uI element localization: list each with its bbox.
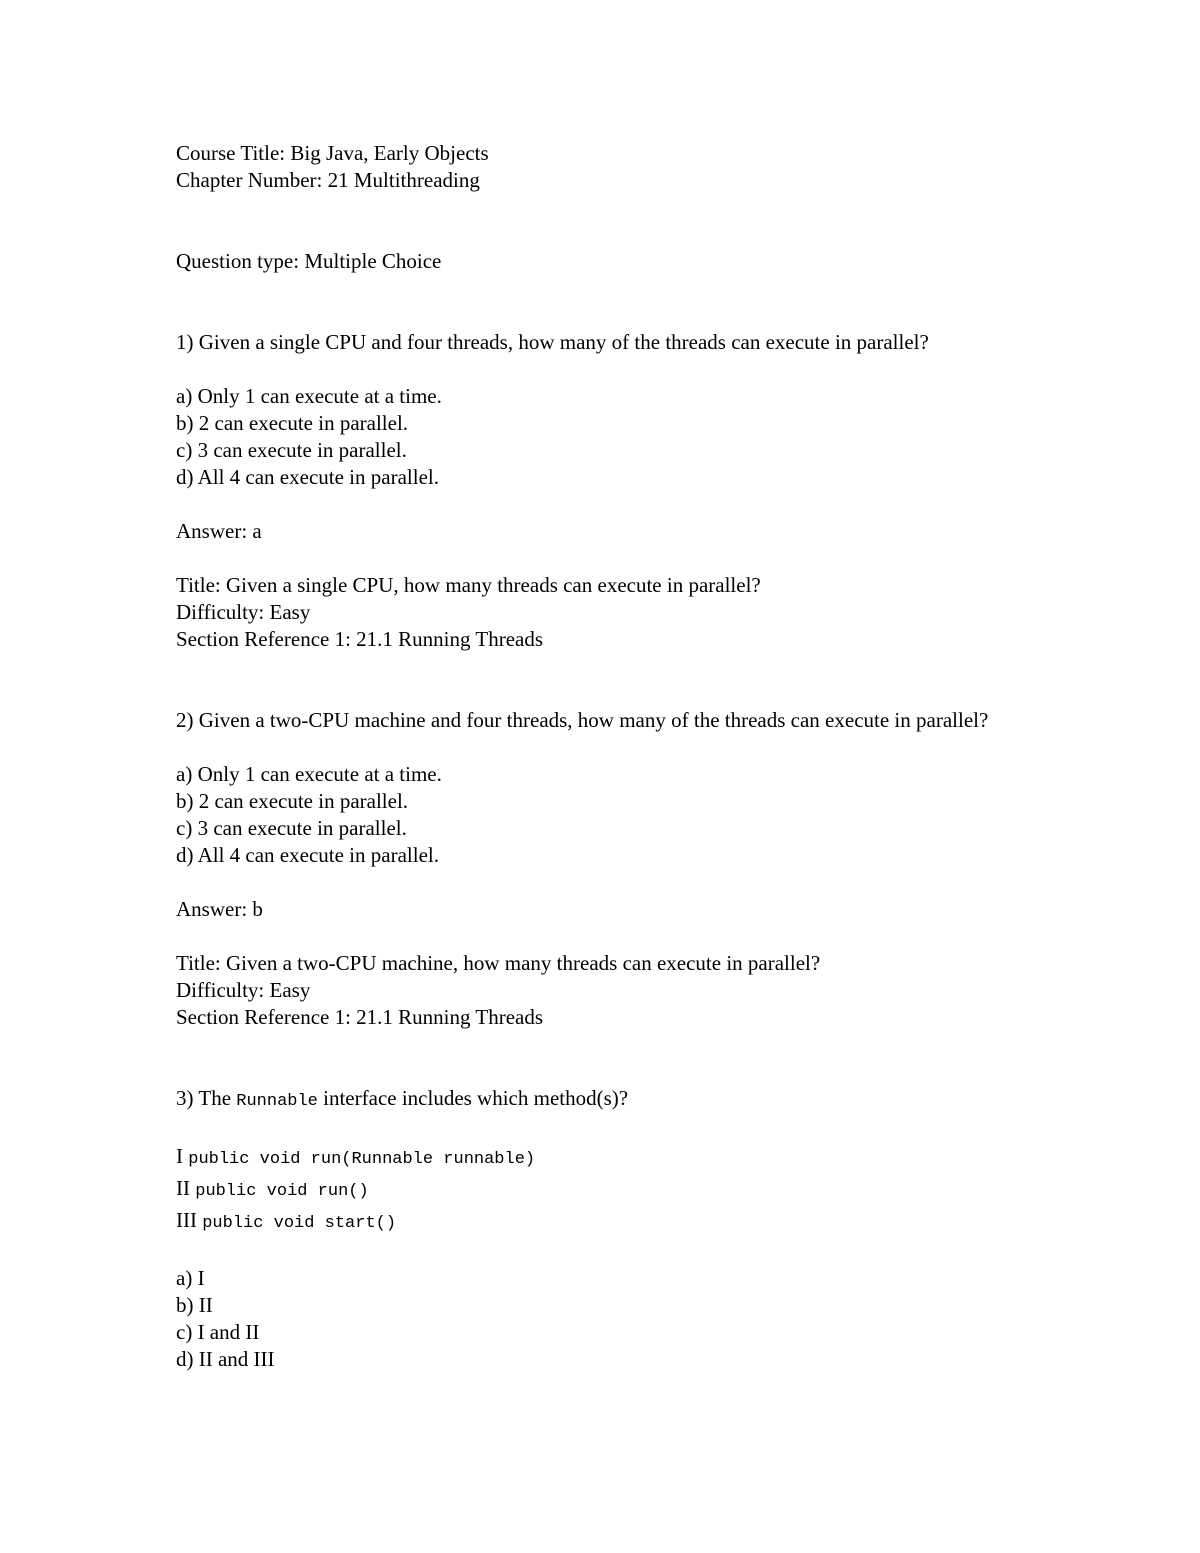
question-title: Title: Given a single CPU, how many threads can execute in parallel? — [176, 573, 761, 597]
question-2 — [176, 707, 1076, 1031]
option-b: b) 2 can execute in parallel. — [176, 789, 409, 813]
stem-prefix: 3) The — [176, 1086, 237, 1110]
question-1 — [176, 329, 1076, 653]
stem-code: Runnable — [236, 1092, 318, 1111]
section-reference: Section Reference 1: 21.1 Running Threads — [176, 1005, 544, 1029]
option-d: d) All 4 can execute in parallel. — [176, 843, 439, 867]
document-header — [176, 140, 1076, 275]
course-title: Course Title: Big Java, Early Objects — [176, 141, 489, 165]
question-type: Question type: Multiple Choice — [176, 249, 442, 273]
question-stem — [176, 1085, 1076, 1115]
answer: Answer: b — [176, 897, 263, 921]
difficulty: Difficulty: Easy — [176, 600, 311, 624]
option-d: d) II and III — [176, 1347, 275, 1371]
answer: Answer: a — [176, 519, 262, 543]
question-stem: 2) Given a two-CPU machine and four threads, how many of the threads can execute in parallel? — [176, 708, 989, 732]
roman-numeral: III — [176, 1208, 197, 1232]
option-a: a) Only 1 can execute at a time. — [176, 384, 442, 408]
method-signature: public void start() — [202, 1214, 397, 1233]
method-signature: public void run() — [195, 1182, 369, 1201]
document-page — [176, 140, 1076, 1373]
question-title: Title: Given a two-CPU machine, how many threads can execute in parallel? — [176, 951, 821, 975]
code-item-3 — [176, 1206, 1076, 1238]
option-b: b) II — [176, 1293, 213, 1317]
option-c: c) I and II — [176, 1320, 260, 1344]
roman-numeral: I — [176, 1144, 183, 1168]
method-signature: public void run(Runnable runnable) — [188, 1150, 536, 1169]
roman-numeral: II — [176, 1176, 190, 1200]
option-c: c) 3 can execute in parallel. — [176, 816, 407, 840]
option-c: c) 3 can execute in parallel. — [176, 438, 407, 462]
option-a: a) Only 1 can execute at a time. — [176, 762, 442, 786]
code-item-1 — [176, 1142, 1076, 1174]
option-d: d) All 4 can execute in parallel. — [176, 465, 439, 489]
question-stem: 1) Given a single CPU and four threads, how many of the threads can execute in parallel? — [176, 330, 929, 354]
option-b: b) 2 can execute in parallel. — [176, 411, 409, 435]
stem-suffix: interface includes which method(s)? — [317, 1086, 629, 1110]
option-a: a) I — [176, 1266, 205, 1290]
difficulty: Difficulty: Easy — [176, 978, 311, 1002]
section-reference: Section Reference 1: 21.1 Running Threads — [176, 627, 544, 651]
chapter-number: Chapter Number: 21 Multithreading — [176, 168, 480, 192]
code-item-2 — [176, 1174, 1076, 1206]
question-3 — [176, 1085, 1076, 1373]
